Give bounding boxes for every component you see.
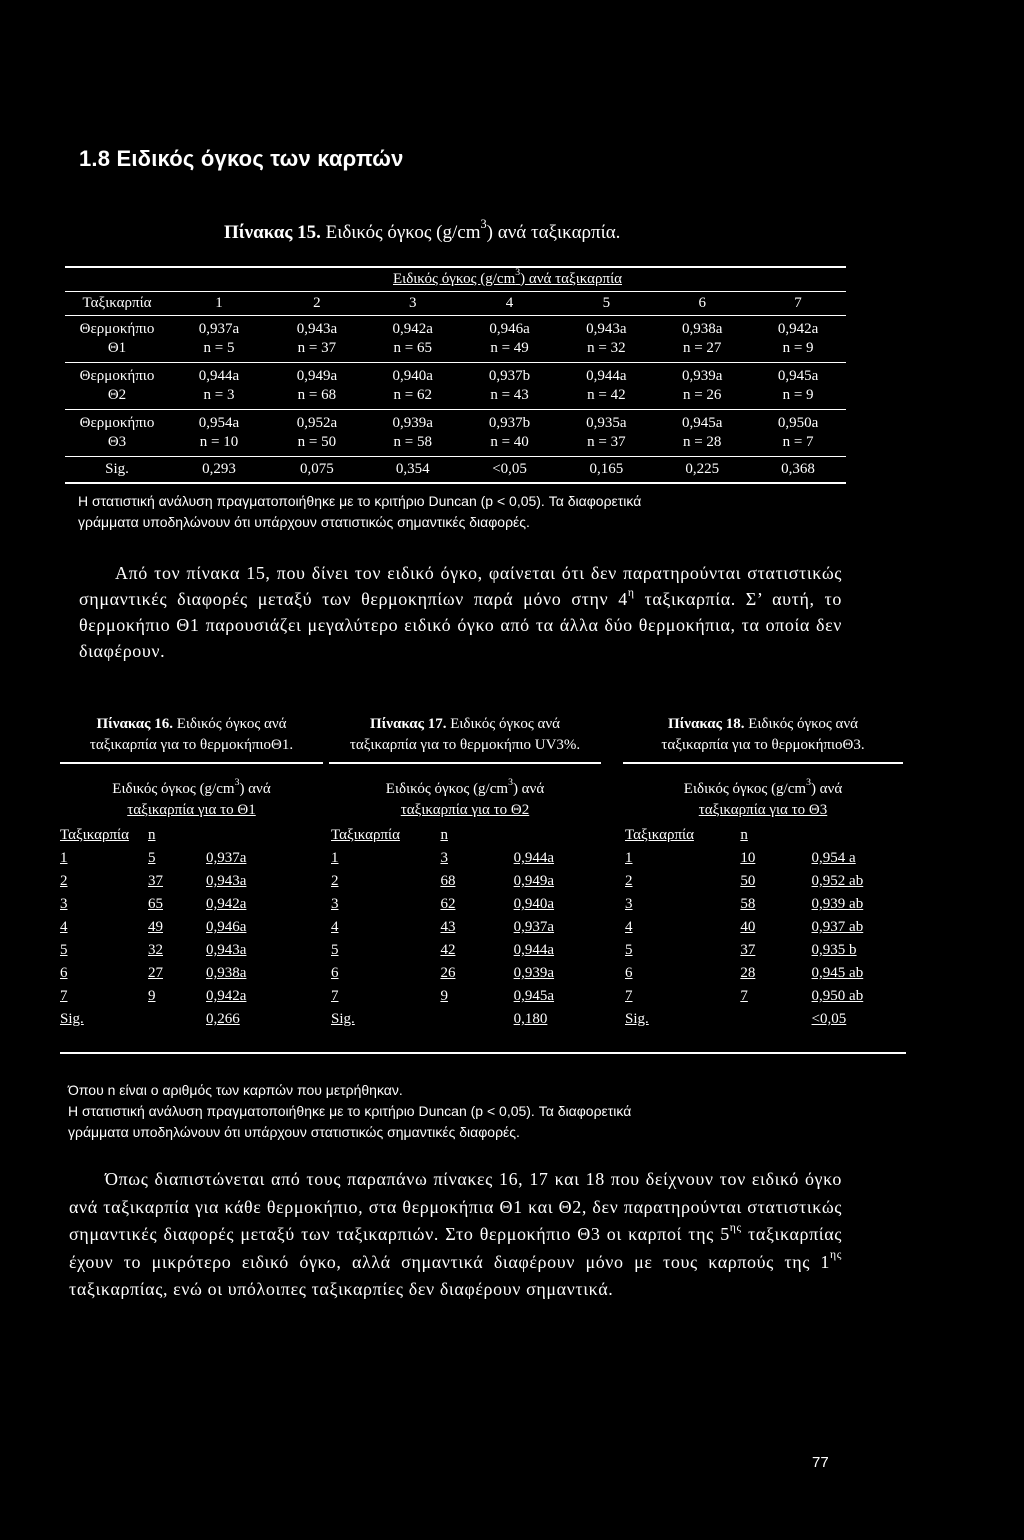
value-cell: 0,944a bbox=[198, 368, 240, 384]
value-cell: 0,939a bbox=[681, 368, 723, 384]
n-cell: 37 bbox=[740, 942, 756, 958]
table-row bbox=[625, 893, 903, 916]
table-row bbox=[331, 870, 601, 893]
sig-spacer bbox=[740, 1008, 811, 1031]
note-line: Η στατιστική ανάλυση πραγματοποιήθηκε με το κριτήριο Duncan (p < 0,05). Τα διαφορετικά bbox=[78, 493, 642, 509]
class-cell: 3 bbox=[60, 896, 68, 912]
value-cell: 0,942a bbox=[777, 321, 819, 337]
n-cell: n = 43 bbox=[461, 386, 559, 410]
n-cell: 37 bbox=[148, 873, 163, 889]
table-row bbox=[60, 847, 323, 870]
header-cell: 3 bbox=[365, 292, 461, 316]
n-cell: 3 bbox=[440, 850, 448, 866]
value-cell: 0,937b bbox=[488, 368, 531, 384]
header-cell: n bbox=[740, 827, 748, 843]
subtable-grid bbox=[60, 824, 323, 1031]
subtables-note bbox=[68, 1080, 631, 1143]
value-cell: 0,937b bbox=[488, 415, 531, 431]
value-cell: 0,939a bbox=[513, 965, 555, 981]
class-cell: 6 bbox=[60, 965, 68, 981]
subtable-header-row bbox=[60, 824, 323, 847]
sig-row bbox=[331, 1008, 601, 1031]
note-line: Η στατιστική ανάλυση πραγματοποιήθηκε με το κριτήριο Duncan (p < 0,05). Τα διαφορετικά bbox=[68, 1103, 632, 1119]
sig-row bbox=[65, 457, 846, 484]
value-cell: 0,943a bbox=[586, 321, 627, 337]
table-row bbox=[65, 410, 846, 434]
table-15 bbox=[65, 267, 846, 484]
value-cell: 0,940a bbox=[392, 368, 433, 384]
n-cell: n = 27 bbox=[654, 339, 750, 363]
table-row bbox=[60, 893, 323, 916]
value-cell: 0,944a bbox=[586, 368, 627, 384]
class-cell: 4 bbox=[60, 919, 68, 935]
table-row bbox=[331, 916, 601, 939]
paragraph-2: Όπως διαπιστώνεται από τους παραπάνω πίνακες 16, 17 και 18 που δείχνουν τον ειδικό όγκο ανά ταξικαρπία για κάθε θερμοκήπιο, στα θερμοκήπια Θ1 και Θ2, δεν παρατηρούνται στατιστικώς σημαντικές διαφορές μεταξύ των ταξικαρπιών. Στο θερμοκήπιο Θ3 οι καρποί της $5^{\eta\varsigma}$ ταξικαρπίας έχουν το μικρότερο ειδικό όγκο, αλλά σημαντικά διαφέρουν μόνο με τους καρπούς της $1^{\eta\varsigma}$ ταξικαρπίας, ενώ οι υπόλοιπες ταξικαρπίες δεν διαφέρουν σημαντικά. bbox=[69, 1169, 843, 1299]
header-cell: 5 bbox=[558, 292, 654, 316]
value-cell: 0,946a bbox=[206, 919, 247, 935]
subtable-title: Ειδικός όγκος $(g/cm^3)$ ανά ταξικαρπία για το Θ3 bbox=[683, 777, 843, 818]
sig-cell: 0,354 bbox=[365, 457, 461, 484]
value-cell: 0,950a bbox=[777, 415, 819, 431]
class-cell: 1 bbox=[625, 850, 633, 866]
n-cell: 68 bbox=[440, 873, 456, 889]
table-row bbox=[331, 893, 601, 916]
header-cell: 4 bbox=[461, 292, 559, 316]
class-cell: 4 bbox=[625, 919, 633, 935]
value-cell: 0,935 b bbox=[811, 942, 857, 958]
header-cell bbox=[206, 824, 323, 847]
n-cell: 62 bbox=[440, 896, 456, 912]
table-row bbox=[65, 433, 846, 457]
n-cell: n = 58 bbox=[365, 433, 461, 457]
n-cell: 9 bbox=[440, 988, 448, 1004]
page-number: 77 bbox=[812, 1454, 829, 1471]
value-cell: 0,944a bbox=[513, 850, 555, 866]
class-cell: 2 bbox=[331, 873, 339, 889]
class-cell: 1 bbox=[331, 850, 339, 866]
n-cell: n = 68 bbox=[269, 386, 365, 410]
n-cell: n = 10 bbox=[169, 433, 269, 457]
sig-cell: 0,293 bbox=[169, 457, 269, 484]
row-label: Θερμοκήπιο bbox=[79, 368, 155, 384]
sig-label: Sig. bbox=[331, 1011, 355, 1027]
sig-row bbox=[60, 1008, 323, 1031]
sig-label: Sig. bbox=[65, 457, 169, 484]
table-15-header-row bbox=[65, 292, 846, 316]
class-cell: 7 bbox=[60, 988, 68, 1004]
value-cell: 0,942a bbox=[392, 321, 433, 337]
subtable-grid bbox=[625, 824, 903, 1031]
subtable-grid bbox=[331, 824, 601, 1031]
row-sublabel: Θ3 bbox=[65, 433, 169, 457]
table-15-title: Ειδικός όγκος $(g/cm^3)$ ανά ταξικαρπία bbox=[393, 266, 622, 287]
class-cell: 7 bbox=[331, 988, 339, 1004]
value-cell: 0,950 ab bbox=[811, 988, 864, 1004]
n-cell: 28 bbox=[740, 965, 756, 981]
header-cell: n bbox=[440, 827, 448, 843]
sig-label: Sig. bbox=[60, 1011, 84, 1027]
header-cell bbox=[812, 824, 903, 847]
table-row bbox=[625, 939, 903, 962]
n-cell: n = 50 bbox=[269, 433, 365, 457]
class-cell: 2 bbox=[625, 873, 633, 889]
value-cell: 0,945a bbox=[513, 988, 555, 1004]
subtables-bottom-rule bbox=[60, 1052, 906, 1054]
n-cell: 43 bbox=[440, 919, 456, 935]
n-cell: 50 bbox=[740, 873, 756, 889]
value-cell: 0,940a bbox=[513, 896, 555, 912]
value-cell: 0,935a bbox=[586, 415, 627, 431]
subtable-title: Ειδικός όγκος $(g/cm^3)$ ανά ταξικαρπία για το Θ1 bbox=[112, 777, 271, 818]
paragraph-1: Από τον πίνακα 15, που δίνει τον ειδικό όγκο, φαίνεται ότι δεν παρατηρούνται στατιστικώς σημαντικές διαφορές μεταξύ των θερμοκηπίων παρά μόνο στην $4^\eta$ ταξικαρπία. Σ’ αυτή, το θερμοκήπιο Θ1 παρουσιάζει μεγαλύτερο ειδικό όγκο από τα άλλα δύο θερμοκήπια, τα οποία δεν διαφέρουν. bbox=[79, 563, 842, 661]
n-cell: 9 bbox=[148, 988, 156, 1004]
sig-value: 0,266 bbox=[206, 1011, 240, 1027]
subtable-16 bbox=[60, 714, 323, 1031]
value-cell: 0,942a bbox=[206, 988, 247, 1004]
class-cell: 5 bbox=[625, 942, 633, 958]
n-cell: n = 40 bbox=[461, 433, 559, 457]
value-cell: 0,938a bbox=[206, 965, 247, 981]
table-row bbox=[625, 847, 903, 870]
table-row bbox=[65, 316, 846, 340]
class-cell: 2 bbox=[60, 873, 68, 889]
n-cell: n = 42 bbox=[558, 386, 654, 410]
n-cell: n = 65 bbox=[365, 339, 461, 363]
n-cell: n = 3 bbox=[169, 386, 269, 410]
section-heading: 1.8 Ειδικός όγκος των καρπών bbox=[79, 146, 404, 171]
sig-cell: <0,05 bbox=[461, 457, 559, 484]
sig-value: 0,180 bbox=[513, 1011, 548, 1027]
header-cell: Ταξικαρπία bbox=[625, 827, 694, 843]
sig-cell: 0,368 bbox=[750, 457, 846, 484]
n-cell: 10 bbox=[740, 850, 756, 866]
subtable-caption: Πίνακας 18. Ειδικός όγκος ανά ταξικαρπία για το θερμοκήπιοΘ3. bbox=[661, 716, 865, 753]
table-15-caption-number: Πίνακας 15. bbox=[224, 222, 321, 243]
sig-value: <0,05 bbox=[811, 1011, 847, 1027]
n-cell: 26 bbox=[440, 965, 456, 981]
header-cell: Ταξικαρπία bbox=[331, 827, 400, 843]
value-cell: 0,952a bbox=[296, 415, 338, 431]
value-cell: 0,939a bbox=[392, 415, 433, 431]
row-label: Θερμοκήπιο bbox=[79, 415, 155, 431]
value-cell: 0,949a bbox=[513, 873, 555, 889]
header-cell: 7 bbox=[750, 292, 846, 316]
sig-cell: 0,075 bbox=[269, 457, 365, 484]
value-cell: 0,946a bbox=[489, 321, 530, 337]
row-sublabel: Θ1 bbox=[65, 339, 169, 363]
row-label: Θερμοκήπιο bbox=[79, 321, 155, 337]
subtable-header-row bbox=[625, 824, 903, 847]
subtable-caption: Πίνακας 16. Ειδικός όγκος ανά ταξικαρπία για το θερμοκήπιοΘ1. bbox=[89, 716, 294, 753]
n-cell: n = 28 bbox=[654, 433, 750, 457]
class-cell: 3 bbox=[625, 896, 633, 912]
n-cell: n = 5 bbox=[169, 339, 269, 363]
table-row bbox=[60, 916, 323, 939]
table-row bbox=[65, 339, 846, 363]
subtable-top-rule bbox=[623, 762, 903, 764]
header-cell: 2 bbox=[269, 292, 365, 316]
value-cell: 0,954a bbox=[198, 415, 240, 431]
n-cell: 5 bbox=[148, 850, 156, 866]
n-cell: n = 62 bbox=[365, 386, 461, 410]
class-cell: 3 bbox=[331, 896, 339, 912]
table-row bbox=[625, 962, 903, 985]
value-cell: 0,943a bbox=[296, 321, 338, 337]
table-15-note bbox=[78, 491, 641, 533]
table-row bbox=[625, 916, 903, 939]
sig-spacer bbox=[440, 1008, 513, 1031]
value-cell: 0,937a bbox=[513, 919, 555, 935]
value-cell: 0,944a bbox=[513, 942, 555, 958]
table-row bbox=[65, 386, 846, 410]
n-cell: n = 9 bbox=[750, 339, 846, 363]
table-row bbox=[331, 962, 601, 985]
table-row bbox=[625, 985, 903, 1008]
n-cell: 27 bbox=[148, 965, 163, 981]
subtable-18 bbox=[623, 714, 903, 1031]
table-15-caption bbox=[224, 217, 621, 244]
class-cell: 5 bbox=[331, 942, 339, 958]
n-cell: 65 bbox=[148, 896, 163, 912]
value-cell: 0,937a bbox=[206, 850, 247, 866]
table-row bbox=[65, 363, 846, 387]
n-cell: 58 bbox=[740, 896, 756, 912]
sig-spacer bbox=[148, 1008, 206, 1031]
subtable-17 bbox=[329, 714, 601, 1031]
sig-label: Sig. bbox=[625, 1011, 649, 1027]
table-row bbox=[60, 939, 323, 962]
n-cell: n = 37 bbox=[269, 339, 365, 363]
n-cell: n = 37 bbox=[558, 433, 654, 457]
note-line: γράμματα υποδηλώνουν ότι υπάρχουν στατιστικώς σημαντικές διαφορές. bbox=[68, 1124, 520, 1140]
value-cell: 0,942a bbox=[206, 896, 247, 912]
subtable-top-rule bbox=[329, 762, 601, 764]
value-cell: 0,945a bbox=[777, 368, 819, 384]
subtable-top-rule bbox=[60, 762, 323, 764]
sig-cell: 0,165 bbox=[558, 457, 654, 484]
table-row bbox=[60, 870, 323, 893]
table-row bbox=[60, 985, 323, 1008]
value-cell: 0,943a bbox=[206, 942, 247, 958]
value-cell: 0,952 ab bbox=[811, 873, 864, 889]
class-cell: 1 bbox=[60, 850, 68, 866]
table-15-caption-text: Ειδικός όγκος $(g/cm^3)$ ανά ταξικαρπία. bbox=[325, 217, 621, 243]
class-cell: 4 bbox=[331, 919, 339, 935]
header-cell: n bbox=[148, 827, 156, 843]
table-row bbox=[60, 962, 323, 985]
header-cell: Ταξικαρπία bbox=[60, 827, 129, 843]
n-cell: n = 9 bbox=[750, 386, 846, 410]
note-line: Όπου n είναι ο αριθμός των καρπών που μετρήθηκαν. bbox=[68, 1082, 403, 1098]
table-row bbox=[331, 985, 601, 1008]
n-cell: 42 bbox=[440, 942, 456, 958]
sig-row bbox=[625, 1008, 903, 1031]
n-cell: 40 bbox=[740, 919, 756, 935]
class-cell: 6 bbox=[331, 965, 339, 981]
header-cell: Ταξικαρπία bbox=[65, 292, 169, 316]
n-cell: n = 32 bbox=[558, 339, 654, 363]
n-cell: 49 bbox=[148, 919, 163, 935]
table-row bbox=[331, 847, 601, 870]
table-row bbox=[331, 939, 601, 962]
header-cell: 6 bbox=[654, 292, 750, 316]
header-cell bbox=[514, 824, 601, 847]
header-cell: 1 bbox=[169, 292, 269, 316]
value-cell: 0,945a bbox=[681, 415, 723, 431]
subtable-title: Ειδικός όγκος $(g/cm^3)$ ανά ταξικαρπία για το Θ2 bbox=[385, 777, 545, 818]
n-cell: 32 bbox=[148, 942, 163, 958]
value-cell: 0,949a bbox=[296, 368, 338, 384]
value-cell: 0,945 ab bbox=[811, 965, 864, 981]
value-cell: 0,937 ab bbox=[811, 919, 864, 935]
subtable-header-row bbox=[331, 824, 601, 847]
value-cell: 0,943a bbox=[206, 873, 247, 889]
class-cell: 6 bbox=[625, 965, 633, 981]
n-cell: n = 26 bbox=[654, 386, 750, 410]
sig-cell: 0,225 bbox=[654, 457, 750, 484]
value-cell: 0,954 a bbox=[811, 850, 856, 866]
n-cell: n = 7 bbox=[750, 433, 846, 457]
table-row bbox=[625, 870, 903, 893]
value-cell: 0,938a bbox=[681, 321, 723, 337]
value-cell: 0,937a bbox=[198, 321, 240, 337]
class-cell: 5 bbox=[60, 942, 68, 958]
class-cell: 7 bbox=[625, 988, 633, 1004]
n-cell: 7 bbox=[740, 988, 748, 1004]
row-sublabel: Θ2 bbox=[65, 386, 169, 410]
n-cell: n = 49 bbox=[461, 339, 559, 363]
note-line: γράμματα υποδηλώνουν ότι υπάρχουν στατιστικώς σημαντικές διαφορές. bbox=[78, 514, 530, 530]
subtable-caption: Πίνακας 17. Ειδικός όγκος ανά ταξικαρπία για το θερμοκήπιο UV3%. bbox=[349, 716, 581, 753]
value-cell: 0,939 ab bbox=[811, 896, 864, 912]
